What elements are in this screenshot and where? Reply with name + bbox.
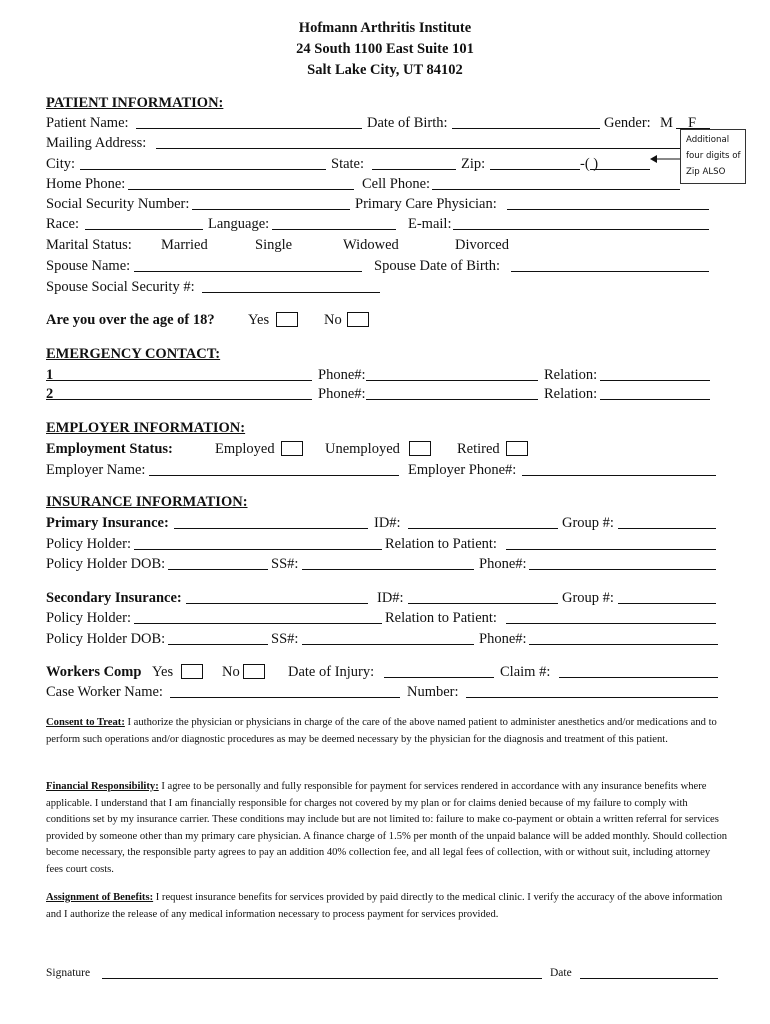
case-number-field[interactable]	[466, 697, 718, 698]
secondary-holder-field[interactable]	[134, 623, 382, 624]
cell-phone-field[interactable]	[432, 189, 680, 190]
primary-group-field[interactable]	[618, 528, 716, 529]
secondary-phone-field[interactable]	[529, 644, 718, 645]
injury-date-label: Date of Injury:	[288, 664, 375, 680]
over-18-yes-label: Yes	[248, 312, 270, 328]
ssn-label: Social Security Number:	[46, 196, 190, 212]
spouse-name-label: Spouse Name:	[46, 258, 131, 274]
ssn-field[interactable]	[192, 209, 350, 210]
over-18-no-label: No	[324, 312, 342, 328]
mailing-address-label: Mailing Address:	[46, 135, 147, 151]
spouse-dob-label: Spouse Date of Birth:	[374, 258, 501, 274]
primary-relation-label: Relation to Patient:	[385, 536, 497, 552]
emergency-row-2-number: 2	[46, 386, 54, 402]
marital-status-label: Marital Status:	[46, 237, 132, 253]
race-label: Race:	[46, 216, 80, 232]
emergency-row-1-number: 1	[46, 367, 54, 383]
emergency-2-relation-label: Relation:	[544, 386, 598, 402]
workers-comp-yes-label: Yes	[152, 664, 174, 680]
assignment-title: Assignment of Benefits:	[46, 892, 154, 903]
zip-label: Zip:	[461, 156, 486, 172]
emergency-2-phone-field[interactable]	[366, 399, 538, 400]
employment-status-label: Employment Status:	[46, 441, 173, 457]
consent-title: Consent to Treat:	[46, 717, 125, 728]
secondary-ss-label: SS#:	[271, 631, 299, 647]
secondary-relation-field[interactable]	[506, 623, 716, 624]
primary-ss-field[interactable]	[302, 569, 474, 570]
city-field[interactable]	[80, 169, 326, 170]
mailing-address-field[interactable]	[156, 148, 680, 149]
secondary-id-label: ID#:	[377, 590, 404, 606]
injury-date-field[interactable]	[384, 677, 494, 678]
patient-name-label: Patient Name:	[46, 115, 129, 131]
primary-holder-dob-label: Policy Holder DOB:	[46, 556, 166, 572]
workers-comp-no-checkbox[interactable]	[243, 664, 265, 679]
financial-title: Financial Responsibility:	[46, 781, 159, 792]
employed-label: Employed	[215, 441, 275, 457]
consent-paragraph	[46, 715, 728, 748]
primary-group-label: Group #:	[562, 515, 614, 531]
primary-insurance-field[interactable]	[174, 528, 368, 529]
claim-field[interactable]	[559, 677, 718, 678]
primary-phone-label: Phone#:	[479, 556, 527, 572]
marital-married-option[interactable]: Married	[161, 237, 208, 253]
financial-text: I agree to be personally and fully responsible for payment for services rendered in accordance with any insurance benefits where applicable. I understand that I am financially responsible for charges not covered by my plan or for claims denied because of my failure to comply with conditions set by my insurance carrier. These conditions may include but are not limited to: failure to make co-payment or obtain a written referral for services provided by someone other than my primary care physician. A finance charge of 1.5% per month of the unpaid balance will be added monthly. Should collection become necessary, the responsible party agrees to pay an addition 40% collection fee, and all legal fees of collection, with or without suit, including attorney fees court costs.	[46, 781, 728, 875]
secondary-insurance-label: Secondary Insurance:	[46, 590, 182, 606]
email-field[interactable]	[453, 229, 709, 230]
home-phone-field[interactable]	[128, 189, 354, 190]
case-number-label: Number:	[407, 684, 459, 700]
secondary-ss-field[interactable]	[302, 644, 474, 645]
dob-label: Date of Birth:	[367, 115, 448, 131]
primary-insurance-label: Primary Insurance:	[46, 515, 169, 531]
zip-extension-field[interactable]: -( )	[580, 156, 599, 172]
emergency-1-relation-label: Relation:	[544, 367, 598, 383]
employer-info-heading: EMPLOYER INFORMATION:	[46, 420, 246, 436]
financial-paragraph	[46, 779, 728, 879]
workers-comp-no-label: No	[222, 664, 240, 680]
zip-field[interactable]	[490, 169, 580, 170]
zip-extension-underline	[590, 169, 650, 170]
signature-field[interactable]	[102, 978, 542, 979]
primary-id-label: ID#:	[374, 515, 401, 531]
gender-f-option[interactable]: F	[688, 115, 697, 131]
secondary-id-field[interactable]	[408, 603, 558, 604]
marital-widowed-option[interactable]: Widowed	[343, 237, 399, 253]
insurance-info-heading: INSURANCE INFORMATION:	[46, 494, 248, 510]
primary-holder-label: Policy Holder:	[46, 536, 131, 552]
gender-m-option[interactable]: M	[660, 115, 673, 131]
language-field[interactable]	[272, 229, 396, 230]
cell-phone-label: Cell Phone:	[362, 176, 431, 192]
employed-checkbox[interactable]	[281, 441, 303, 456]
primary-ss-label: SS#:	[271, 556, 299, 572]
workers-comp-yes-checkbox[interactable]	[181, 664, 203, 679]
employer-name-label: Employer Name:	[46, 462, 146, 478]
over-18-yes-checkbox[interactable]	[276, 312, 298, 327]
race-field[interactable]	[85, 229, 203, 230]
over-18-no-checkbox[interactable]	[347, 312, 369, 327]
emergency-1-phone-label: Phone#:	[318, 367, 366, 383]
employer-phone-field[interactable]	[522, 475, 716, 476]
secondary-insurance-field[interactable]	[186, 603, 368, 604]
spouse-dob-field[interactable]	[511, 271, 709, 272]
city-label: City:	[46, 156, 76, 172]
case-worker-label: Case Worker Name:	[46, 684, 163, 700]
secondary-holder-dob-field[interactable]	[168, 644, 268, 645]
pcp-field[interactable]	[507, 209, 709, 210]
consent-text: I authorize the physician or physicians in charge of the care of the above named patient to administer anesthetics and/or medications and to perform such operations and/or diagnostic procedures as may be deemed necessary by the physician for the diagnosis and treatment of this patient.	[46, 717, 717, 745]
spouse-ssn-field[interactable]	[202, 292, 380, 293]
unemployed-checkbox[interactable]	[409, 441, 431, 456]
retired-checkbox[interactable]	[506, 441, 528, 456]
secondary-group-field[interactable]	[618, 603, 716, 604]
state-label: State:	[331, 156, 365, 172]
clinic-address-line1: 24 South 1100 East Suite 101	[296, 41, 474, 57]
marital-divorced-option[interactable]: Divorced	[455, 237, 509, 253]
primary-id-field[interactable]	[408, 528, 558, 529]
primary-phone-field[interactable]	[529, 569, 716, 570]
date-field[interactable]	[580, 978, 718, 979]
home-phone-label: Home Phone:	[46, 176, 126, 192]
employer-name-field[interactable]	[149, 475, 399, 476]
retired-label: Retired	[457, 441, 500, 457]
emergency-1-relation-field[interactable]	[600, 380, 710, 381]
secondary-phone-label: Phone#:	[479, 631, 527, 647]
pcp-label: Primary Care Physician:	[355, 196, 497, 212]
unemployed-label: Unemployed	[325, 441, 400, 457]
dob-field[interactable]	[452, 128, 600, 129]
workers-comp-label: Workers Comp	[46, 664, 142, 680]
marital-single-option[interactable]: Single	[255, 237, 293, 253]
patient-info-heading: PATIENT INFORMATION:	[46, 95, 224, 111]
clinic-name: Hofmann Arthritis Institute	[298, 20, 472, 36]
assignment-paragraph	[46, 890, 728, 923]
claim-label: Claim #:	[500, 664, 551, 680]
primary-holder-field[interactable]	[134, 549, 382, 550]
patient-name-field[interactable]	[136, 128, 362, 129]
spouse-name-field[interactable]	[134, 271, 362, 272]
over-18-question: Are you over the age of 18?	[46, 312, 215, 328]
callout-arrow-icon	[650, 152, 682, 166]
case-worker-field[interactable]	[170, 697, 400, 698]
primary-relation-field[interactable]	[506, 549, 716, 550]
secondary-group-label: Group #:	[562, 590, 614, 606]
employer-phone-label: Employer Phone#:	[408, 462, 517, 478]
primary-holder-dob-field[interactable]	[168, 569, 268, 570]
emergency-2-phone-label: Phone#:	[318, 386, 366, 402]
secondary-relation-label: Relation to Patient:	[385, 610, 497, 626]
emergency-2-relation-field[interactable]	[600, 399, 710, 400]
secondary-holder-label: Policy Holder:	[46, 610, 131, 626]
gender-label: Gender:	[604, 115, 651, 131]
clinic-address-line2: Salt Lake City, UT 84102	[307, 62, 463, 78]
assignment-text: I request insurance benefits for services provided by paid directly to the medical clinic. I verify the accuracy of the above information and I authorize the release of any medical information necessary to process payment for services provided.	[46, 892, 723, 920]
emergency-contact-heading: EMERGENCY CONTACT:	[46, 346, 221, 362]
signature-label: Signature	[46, 967, 91, 979]
spouse-ssn-label: Spouse Social Security #:	[46, 279, 195, 295]
email-label: E-mail:	[408, 216, 452, 232]
emergency-1-name-field[interactable]	[46, 380, 312, 381]
secondary-holder-dob-label: Policy Holder DOB:	[46, 631, 166, 647]
date-label: Date	[550, 967, 572, 979]
language-label: Language:	[208, 216, 270, 232]
zip-callout-note: Additional four digits of Zip ALSO	[680, 129, 746, 184]
emergency-2-name-field[interactable]	[46, 399, 312, 400]
emergency-1-phone-field[interactable]	[366, 380, 538, 381]
state-field[interactable]	[372, 169, 456, 170]
